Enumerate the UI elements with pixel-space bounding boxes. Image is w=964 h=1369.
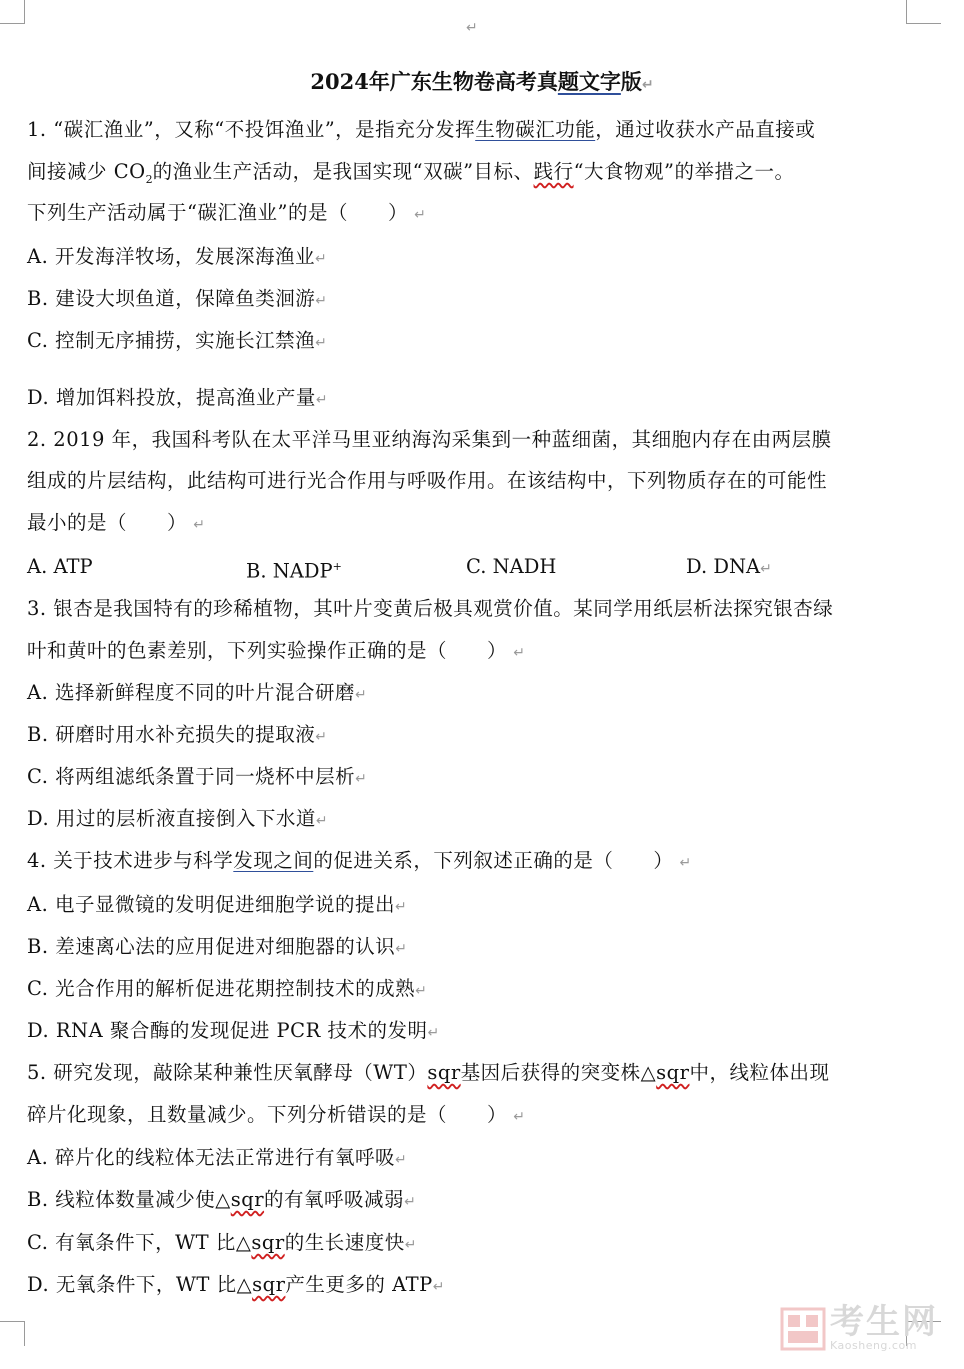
q3-option-a: A. 选择新鲜程度不同的叶片混合研磨↵ <box>27 681 367 704</box>
q1-option-a: A. 开发海洋牧场，发展深海渔业↵ <box>27 245 327 268</box>
q4-option-c: C. 光合作用的解析促进花期控制技术的成熟↵ <box>27 977 427 1000</box>
q1-stem-line-2: 间接减少 $CO_2$的渔业生产活动，是我国实现“双碳”目标、践行“大食物观”的举措之一。 <box>27 160 795 186</box>
q2-stem-line-1: 2. 2019 年，我国科考队在太平洋马里亚纳海沟采集到一种蓝细菌，其细胞内存在由两层膜 <box>27 428 832 451</box>
q5-stem-line-2: 碎片化现象，且数量减少。下列分析错误的是（ ） ↵ <box>27 1103 525 1126</box>
paragraph-mark: ↵ <box>466 20 478 36</box>
q3-stem-line-1: 3. 银杏是我国特有的珍稀植物，其叶片变黄后极具观赏价值。某同学用纸层析法探究银杏绿 <box>27 597 834 620</box>
q1-stem-line-3: 下列生产活动属于“碳汇渔业”的是（ ） ↵ <box>27 201 426 224</box>
crop-mark-bottom-left <box>0 1321 25 1346</box>
q3-option-c: C. 将两组滤纸条置于同一烧杯中层析↵ <box>27 765 367 788</box>
crop-mark-top-left <box>0 0 25 24</box>
q1-stem-line-1: 1. “碳汇渔业”，又称“不投饵渔业”，是指充分发挥生物碳汇功能，通过收获水产品直接或 <box>27 118 816 141</box>
q1-option-b: B. 建设大坝鱼道，保障鱼类洄游↵ <box>27 287 327 310</box>
document-title: 2024年广东生物卷高考真题文字版↵ <box>310 69 654 94</box>
q3-option-d: D. 用过的层析液直接倒入下水道↵ <box>27 807 328 830</box>
q4-option-a: A. 电子显微镜的发明促进细胞学说的提出↵ <box>27 893 407 916</box>
q2-option-a: A. ATP <box>27 555 93 578</box>
q2-stem-line-3: 最小的是（ ） ↵ <box>27 511 205 534</box>
q2-option-c: C. NADH <box>466 555 557 578</box>
q3-stem-line-2: 叶和黄叶的色素差别，下列实验操作正确的是（ ） ↵ <box>27 639 525 662</box>
q2-option-b: B. NADP+ <box>246 559 342 583</box>
q5-option-d: D. 无氧条件下，WT 比△sqr产生更多的 ATP↵ <box>27 1273 445 1296</box>
q1-option-c: C. 控制无序捕捞，实施长江禁渔↵ <box>27 329 327 352</box>
q3-option-b: B. 研磨时用水补充损失的提取液↵ <box>27 723 327 746</box>
kaosheng-watermark <box>780 1298 950 1358</box>
q4-option-d: D. RNA 聚合酶的发现促进 PCR 技术的发明↵ <box>27 1019 440 1042</box>
q4-option-b: B. 差速离心法的应用促进对细胞器的认识↵ <box>27 935 407 958</box>
q2-option-d: D. DNA↵ <box>686 555 772 578</box>
q5-option-a: A. 碎片化的线粒体无法正常进行有氧呼吸↵ <box>27 1146 407 1169</box>
q4-stem-line-1: 4. 关于技术进步与科学发现之间的促进关系，下列叙述正确的是（ ） ↵ <box>27 849 692 872</box>
watermark-url: Kaosheng.com <box>830 1339 917 1352</box>
kaosheng-logo-icon <box>780 1305 826 1351</box>
q5-option-c: C. 有氧条件下，WT 比△sqr的生长速度快↵ <box>27 1231 417 1254</box>
q2-stem-line-2: 组成的片层结构，此结构可进行光合作用与呼吸作用。在该结构中，下列物质存在的可能性 <box>27 469 828 492</box>
crop-mark-top-right <box>906 0 941 24</box>
q1-option-d: D. 增加饵料投放，提高渔业产量↵ <box>27 386 328 409</box>
q5-option-b: B. 线粒体数量减少使△sqr的有氧呼吸减弱↵ <box>27 1188 416 1211</box>
watermark-name: 考生网 <box>830 1302 938 1342</box>
q5-stem-line-1: 5. 研究发现，敲除某种兼性厌氧酵母（WT）sqr基因后获得的突变株△sqr中，线粒体出现 <box>27 1061 830 1084</box>
